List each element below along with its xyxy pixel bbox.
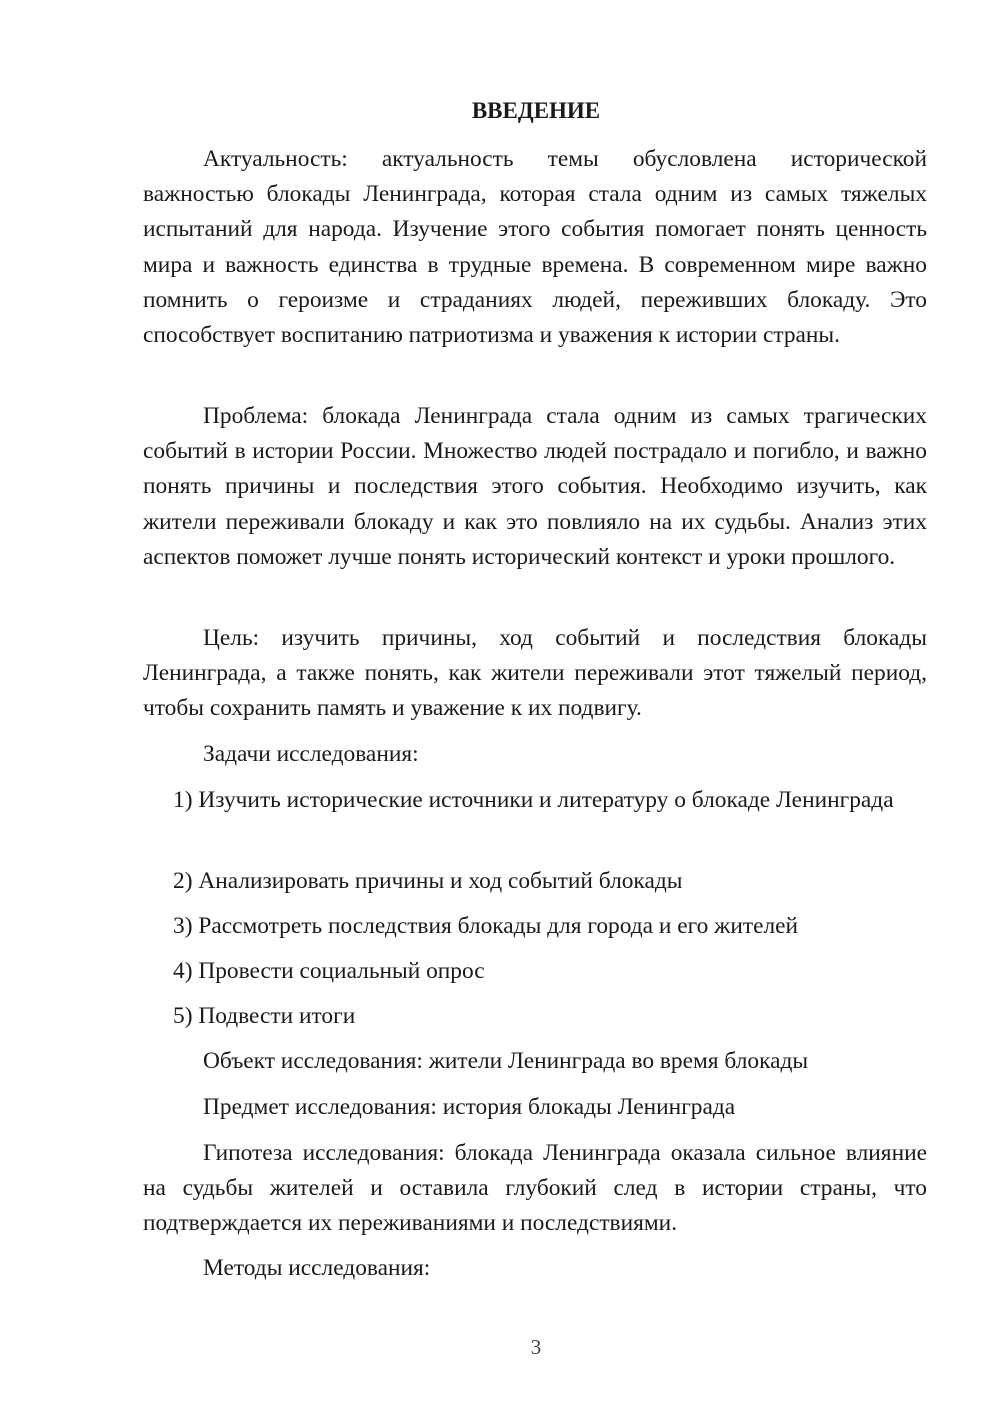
methods-heading-text: Методы исследования:	[203, 1255, 431, 1281]
task-item-text: 5) Подвести итоги	[173, 1003, 356, 1029]
task-item-4	[143, 954, 927, 989]
task-item-1	[143, 783, 927, 818]
tasks-heading	[143, 737, 927, 772]
task-item-text: 1) Изучить исторические источники и литературу о блокаде Ленинграда	[173, 787, 894, 813]
relevance-text: Актуальность: актуальность темы обусловлена исторической важностью блокады Ленинграда, которая стала одним из самых тяжелых испытаний для народа. Изучение этого события помогает понять ценность мира и важность единства в трудные времена. В современном мире важно помнить о героизме и страданиях людей, переживших блокаду. Это способствует воспитанию патриотизма и уважения к истории страны.	[143, 146, 927, 349]
task-item-2	[143, 864, 927, 899]
hypothesis-text: Гипотеза исследования: блокада Ленинграда оказала сильное влияние на судьбы жителей и оставила глубокий след в истории страны, что подтверждается их переживаниями и последствиями.	[143, 1140, 927, 1237]
task-item-5	[143, 999, 927, 1034]
goal-paragraph	[143, 621, 927, 727]
tasks-heading-text: Задачи исследования:	[203, 741, 419, 767]
object-text: Объект исследования: жители Ленинграда во время блокады	[203, 1048, 809, 1074]
page-title: ВВЕДЕНИЕ	[471, 98, 601, 123]
page-number: 3	[530, 1335, 542, 1359]
hypothesis-paragraph	[143, 1136, 927, 1242]
task-item-text: 3) Рассмотреть последствия блокады для города и его жителей	[173, 913, 799, 939]
subject-paragraph	[143, 1090, 927, 1125]
methods-heading	[143, 1251, 927, 1286]
goal-text: Цель: изучить причины, ход событий и последствия блокады Ленинграда, а также понять, как жители переживали этот тяжелый период, чтобы сохранить память и уважение к их подвигу.	[143, 625, 927, 722]
task-item-3	[143, 909, 927, 944]
object-paragraph	[143, 1044, 927, 1079]
problem-text: Проблема: блокада Ленинграда стала одним из самых трагических событий в истории России. Множество людей пострадало и погибло, и важно понять причины и последствия этого события. Необходимо изучить, как жители переживали блокаду и как это повлияло на их судьбы. Анализ этих аспектов поможет лучше понять исторический контекст и уроки прошлого.	[143, 403, 927, 570]
subject-text: Предмет исследования: история блокады Ленинграда	[203, 1094, 736, 1120]
relevance-paragraph	[143, 142, 927, 353]
problem-paragraph	[143, 399, 927, 575]
task-item-text: 2) Анализировать причины и ход событий блокады	[173, 868, 683, 894]
task-item-text: 4) Провести социальный опрос	[173, 958, 485, 984]
